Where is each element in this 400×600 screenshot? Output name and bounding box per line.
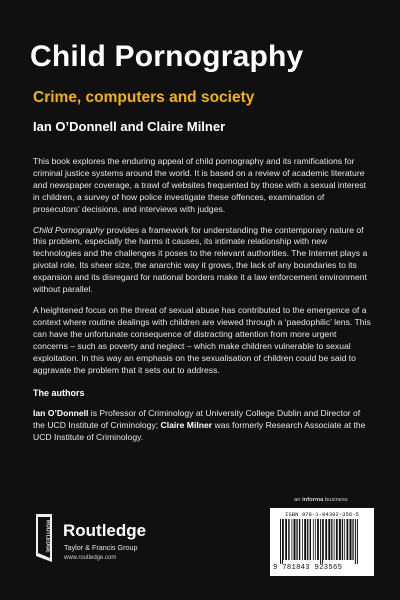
blurb-paragraph-2	[33, 225, 371, 296]
informa-prefix: an	[294, 497, 303, 503]
barcode-bar	[339, 519, 341, 560]
barcode-guard	[357, 519, 358, 564]
barcode-bar	[352, 519, 353, 560]
author2-name: Claire Milner	[160, 420, 213, 431]
barcode-guard	[282, 519, 283, 564]
barcode-bar	[334, 519, 335, 560]
publisher-name: Routledge	[63, 521, 147, 540]
author1-bio: is Professor of Criminology at University College Dublin and Director of the UCD Institute of Criminology;	[33, 408, 361, 431]
barcode-bar	[323, 519, 324, 560]
barcode-bar	[299, 519, 300, 560]
barcode-bar	[347, 519, 349, 560]
book-authors: Ian O’Donnell and Claire Milner	[33, 119, 226, 134]
barcode-bar	[331, 519, 332, 560]
barcode	[270, 508, 374, 576]
barcode-bar	[288, 519, 289, 560]
barcode-bar	[317, 519, 319, 560]
informa-business-tag	[294, 496, 348, 504]
barcode-guard	[280, 519, 281, 564]
barcode-guard	[355, 519, 356, 564]
barcode-bar	[310, 519, 311, 560]
barcode-bar	[325, 519, 327, 560]
isbn-number: ISBN 978-1-84392-356-5	[285, 511, 359, 518]
book-title: Child Pornography	[30, 40, 304, 73]
routledge-book-icon	[33, 512, 55, 564]
author1-name: Ian O’Donnell	[33, 408, 89, 419]
barcode-bar	[313, 519, 314, 560]
barcode-bar	[304, 519, 306, 560]
blurb	[33, 156, 371, 453]
routledge-spine-text: ROUTLEDGE	[44, 520, 51, 553]
barcode-bar	[292, 519, 293, 560]
barcode-bar	[302, 519, 303, 560]
about-authors-heading: The authors	[33, 388, 85, 399]
barcode-bar	[283, 519, 284, 560]
informa-suffix: business	[323, 497, 348, 503]
publisher-group: Taylor & Francis Group	[64, 543, 138, 552]
barcode-bar	[350, 519, 352, 560]
barcode-bar	[344, 519, 345, 560]
ean-number: 9 781843 923565	[273, 564, 343, 572]
barcode-bars	[280, 519, 370, 564]
author2-bio: was formerly Research Associate at the UCD Institute of Criminology.	[33, 420, 366, 443]
barcode-bar	[315, 519, 316, 560]
barcode-guard	[320, 519, 321, 564]
barcode-bar	[285, 519, 287, 560]
blurb-paragraph-2-text: provides a framework for understanding the contemporary nature of this problem, especially the harms it causes, its intimate relationship with new technologies and the challenges it poses to the relevant authorities. The Internet plays a pivotal role. Its sheer size, the anarchic way it grows, the lack of any boundaries to its expansion and its disregard for national borders make it a law enforcement environment without parallel.	[33, 224, 368, 295]
barcode-bar	[294, 519, 296, 560]
publisher-url: www.routledge.com	[64, 555, 117, 561]
about-authors-text	[33, 408, 371, 444]
book-title-italic: Child Pornography	[33, 224, 105, 235]
barcode-bar	[296, 519, 297, 560]
book-subtitle: Crime, computers and society	[33, 89, 255, 106]
blurb-paragraph-1: This book explores the enduring appeal of child pornography and its ramifications for criminal justice systems around the world. It is based on a review of academic literature and newspaper coverage, a trawl of websites frequented by those with a sexual interest in children, a survey of how police investigate these offences, examination of prosecutors’ decisions, and interviews with judges.	[33, 156, 366, 214]
barcode-bar	[336, 519, 338, 560]
barcode-bar	[307, 519, 308, 560]
barcode-bar	[328, 519, 330, 560]
barcode-bar	[342, 519, 343, 560]
blurb-paragraph-3: A heightened focus on the threat of sexual abuse has contributed to the emergence of a context where routine dealings with children are viewed through a ‘paedophilic’ lens. This can have the unfortunate consequence of distracting attention from more urgent concerns – such as poverty and neglect – which make children vulnerable to sexual exploitation. In this way an emphasis on the sexualisation of children could be said to aggravate the problem that it sets out to address.	[33, 304, 371, 375]
barcode-guard	[322, 519, 323, 564]
informa-brand: informa	[302, 497, 324, 503]
